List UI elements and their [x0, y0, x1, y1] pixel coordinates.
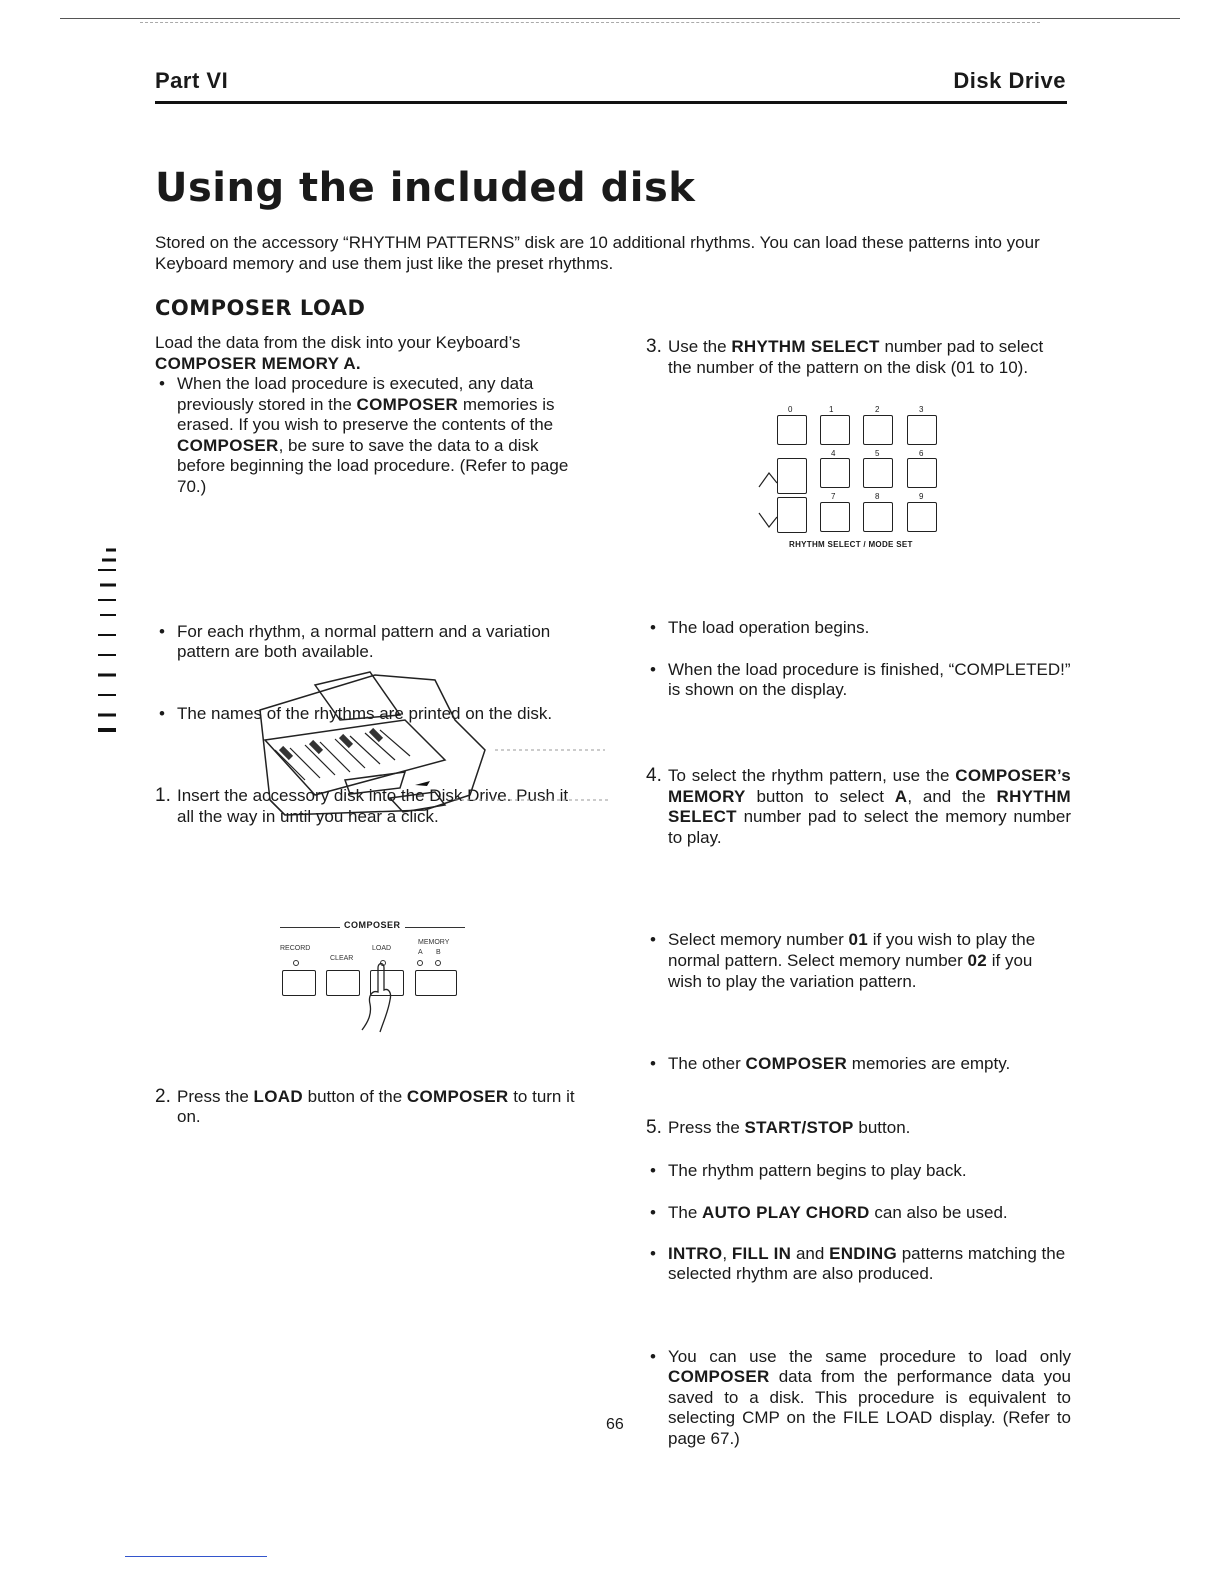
step-2-number: 2.	[155, 1085, 171, 1107]
pad-label-9: 9	[919, 492, 924, 501]
header-divider	[155, 101, 1067, 104]
step-4-number: 4.	[646, 764, 662, 786]
pad-label-3: 3	[919, 405, 924, 414]
lead-line-1: Load the data from the disk into your Keyboard’s	[155, 333, 521, 352]
pad-caption: RHYTHM SELECT / MODE SET	[789, 540, 913, 549]
composer-panel-illustration	[260, 915, 620, 1035]
pressing-finger-icon	[340, 960, 400, 1035]
memory-a-label: A	[418, 949, 423, 956]
margin-index-marks	[88, 545, 118, 740]
step-1-number: 1.	[155, 785, 171, 807]
bullet-composer-only-load: • You can use the same procedure to load only COMPOSER data from the performance data you saved to a disk. This procedure is equivalent to selecting CMP on the FILE LOAD display. (Refer to page 67.)	[646, 1347, 1071, 1450]
bullet-load-begins: • The load operation begins.	[646, 618, 1071, 639]
pad-key-2[interactable]	[863, 415, 893, 445]
page-number: 66	[606, 1416, 624, 1433]
bullet-other-memories: • The other COMPOSER memories are empty.	[646, 1054, 1071, 1075]
pad-key-1[interactable]	[820, 415, 850, 445]
step-5-number: 5.	[646, 1116, 662, 1138]
pad-label-6: 6	[919, 449, 924, 458]
pad-label-7: 7	[831, 492, 836, 501]
pad-label-5: 5	[875, 449, 880, 458]
pad-key-3[interactable]	[907, 415, 937, 445]
bullet-names: • The names of the rhythms are printed on the disk.	[155, 704, 580, 725]
up-down-arrow-icon	[755, 465, 785, 535]
step-1-text: Insert the accessory disk into the Disk Drive. Push it all the way in until you hear a click.	[177, 786, 569, 826]
pad-key-9[interactable]	[907, 502, 937, 532]
bullet-memory-numbers: • Select memory number 01 if you wish to play the normal pattern. Select memory number 02 if you wish to play the variation pattern.	[646, 930, 1071, 992]
pad-key-0[interactable]	[777, 415, 807, 445]
pad-label-2: 2	[875, 405, 880, 414]
bullet-load-completed: • When the load procedure is finished, “COMPLETED!” is shown on the display.	[646, 660, 1071, 701]
lead-paragraph	[155, 333, 580, 374]
pad-label-0: 0	[788, 405, 793, 414]
memory-label: MEMORY	[418, 939, 450, 946]
pad-key-4[interactable]	[820, 458, 850, 488]
pad-label-4: 4	[831, 449, 836, 458]
top-scan-rule	[60, 18, 1180, 19]
pad-label-8: 8	[875, 492, 880, 501]
rhythm-select-pad-illustration	[755, 405, 1115, 555]
step-3-number: 3.	[646, 336, 662, 357]
bullet-patterns: • For each rhythm, a normal pattern and a variation pattern are both available.	[155, 622, 580, 663]
pad-label-1: 1	[829, 405, 834, 414]
record-led	[293, 960, 299, 966]
bottom-scan-line	[125, 1556, 267, 1557]
bullet-auto-play-chord: • The AUTO PLAY CHORD can also be used.	[646, 1203, 1071, 1224]
record-label: RECORD	[280, 945, 311, 952]
pad-key-7[interactable]	[820, 502, 850, 532]
step-2: 2. Press the LOAD button of the COMPOSER to turn it on.	[155, 1085, 575, 1127]
step-4: 4. To select the rhythm pattern, use the COMPOSER’s MEMORY button to select A, and the RHYTHM SELECT number pad to select the memory number to play.	[646, 764, 1072, 847]
intro-paragraph: Stored on the accessory “RHYTHM PATTERNS” disk are 10 additional rhythms. You can load these patterns into your Keyboard memory and use them just like the preset rhythms.	[155, 233, 1040, 273]
memory-b-label: B	[436, 949, 441, 956]
header-section: Disk Drive	[953, 68, 1066, 93]
composer-panel-label: COMPOSER	[340, 920, 405, 930]
header-part: Part VI	[155, 68, 229, 93]
step-3: 3. Use the RHYTHM SELECT number pad to select the number of the pattern on the disk (01 to 10).	[646, 336, 1044, 377]
keyboard-disk-drive-illustration	[255, 660, 615, 830]
bullet-intro-fill-ending: • INTRO, FILL IN and ENDING patterns matching the selected rhythm are also produced.	[646, 1244, 1071, 1285]
pad-key-5[interactable]	[863, 458, 893, 488]
bullet-erase-warning: • When the load procedure is executed, any data previously stored in the COMPOSER memories is erased. If you wish to preserve the contents of the COMPOSER, be sure to save the data to a disk before beginning the load procedure. (Refer to page 70.)	[155, 374, 580, 498]
clear-label: CLEAR	[330, 955, 354, 962]
page-title: Using the included disk	[155, 165, 696, 211]
memory-button[interactable]	[415, 970, 457, 996]
load-label: LOAD	[372, 945, 392, 952]
memory-b-led	[435, 960, 441, 966]
record-button[interactable]	[282, 970, 316, 996]
step-5: 5. Press the START/STOP button.	[646, 1116, 911, 1138]
lead-line-2: COMPOSER MEMORY A.	[155, 353, 361, 373]
bullet-playback: • The rhythm pattern begins to play back.	[646, 1161, 1071, 1182]
top-scan-rule-dashed	[140, 22, 1040, 23]
pad-key-8[interactable]	[863, 502, 893, 532]
memory-a-led	[417, 960, 423, 966]
section-heading: COMPOSER LOAD	[155, 296, 366, 320]
pad-key-6[interactable]	[907, 458, 937, 488]
